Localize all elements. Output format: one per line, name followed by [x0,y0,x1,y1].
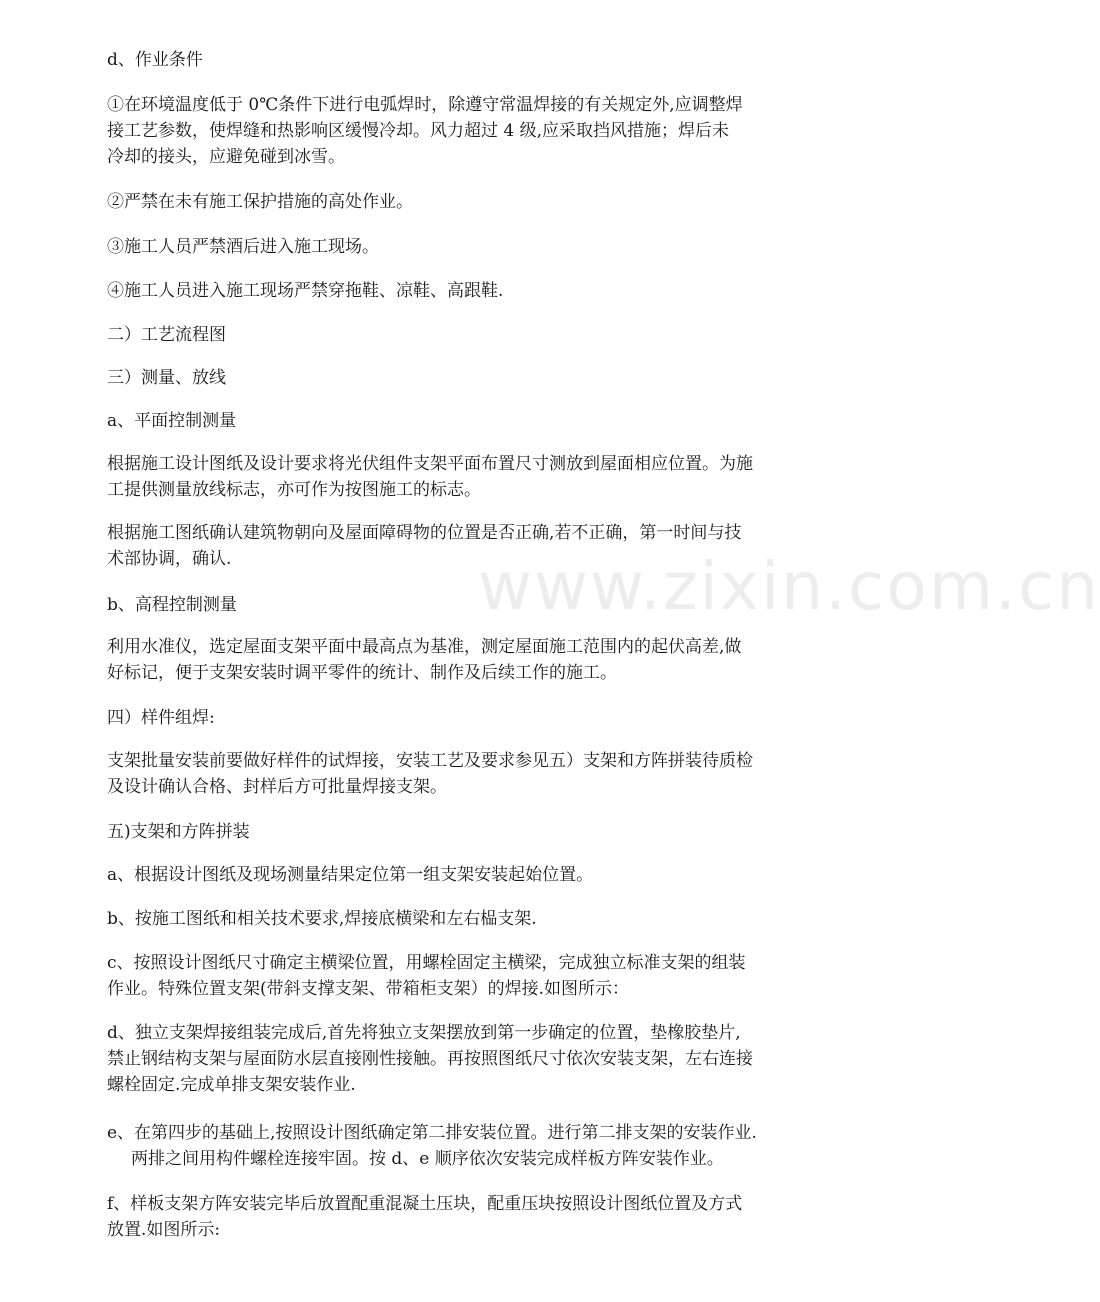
paragraph-footwear-rule [107,278,807,304]
paragraph-alcohol-rule [107,234,807,260]
watermark: www.zixin.com.cn [478,548,1100,625]
text-line: 冷却的接头，应避免碰到冰雪。 [107,147,345,167]
text-line: 术部协调，确认. [107,549,232,569]
step-f [107,1191,807,1243]
step-d [107,1020,807,1098]
heading-sample-welding [107,705,807,731]
heading-survey [107,365,807,391]
heading-assembly [107,819,807,845]
step-e [107,1120,807,1172]
text-line: 好标记，便于支架安装时调平零件的统计、制作及后续工作的施工。 [107,663,617,683]
text-line: b、按施工图纸和相关技术要求,焊接底横梁和左右榀支架. [107,909,537,929]
paragraph-leveling [107,634,807,686]
text-line: ①在环境温度低于 0℃条件下进行电弧焊时，除遵守常温焊接的有关规定外,应调整焊 [107,95,743,115]
text-line: 接工艺参数，使焊缝和热影响区缓慢冷却。风力超过 4 级,应采取挡风措施；焊后未 [107,121,730,141]
text-line: d、独立支架焊接组装完成后,首先将独立支架摆放到第一步确定的位置，垫橡胶垫片, [107,1023,741,1043]
paragraph-welding-temperature [107,92,807,170]
text-line: d、作业条件 [107,50,203,70]
text-line: c、按照设计图纸尺寸确定主横梁位置，用螺栓固定主横梁，完成独立标准支架的组装 [107,953,746,973]
step-a [107,862,807,888]
text-line: ③施工人员严禁酒后进入施工现场。 [107,237,379,257]
heading-work-conditions [107,47,807,73]
text-line: ②严禁在未有施工保护措施的高处作业。 [107,192,413,212]
text-line: 二）工艺流程图 [107,325,226,345]
heading-elevation-control [107,592,807,618]
heading-plane-control [107,408,807,434]
text-line: 支架批量安装前要做好样件的试焊接，安装工艺及要求参见五）支架和方阵拼装待质检 [107,751,753,771]
text-line: e、在第四步的基础上,按照设计图纸确定第二排安装位置。进行第二排支架的安装作业. [107,1123,757,1143]
text-line: 三）测量、放线 [107,368,226,388]
step-c [107,950,807,1002]
text-line: 利用水准仪，选定屋面支架平面中最高点为基准，测定屋面施工范围内的起伏高差,做 [107,637,742,657]
text-line: 作业。特殊位置支架(带斜支撑支架、带箱柜支架）的焊接.如图所示： [107,979,630,999]
text-line: 根据施工图纸确认建筑物朝向及屋面障碍物的位置是否正确,若不正确，第一时间与技 [107,523,742,543]
text-line: 放置.如图所示: [107,1220,221,1240]
step-b [107,906,807,932]
paragraph-plane-layout [107,451,807,503]
text-line: b、高程控制测量 [107,595,237,615]
text-line: 工提供测量放线标志，亦可作为按图施工的标志。 [107,480,481,500]
text-line: 根据施工设计图纸及设计要求将光伏组件支架平面布置尺寸测放到屋面相应位置。为施 [107,454,753,474]
text-line: a、平面控制测量 [107,411,237,431]
text-line: 五)支架和方阵拼装 [107,822,250,842]
text-line: 四）样件组焊: [107,708,215,728]
text-line: ④施工人员进入施工现场严禁穿拖鞋、凉鞋、高跟鞋. [107,281,504,301]
paragraph-orientation-check [107,520,807,572]
paragraph-high-work-rule [107,189,807,215]
text-line: 螺栓固定.完成单排支架安装作业. [107,1075,356,1095]
text-line: 及设计确认合格、封样后方可批量焊接支架。 [107,777,447,797]
text-line: f、样板支架方阵安装完毕后放置配重混凝土压块，配重压块按照设计图纸位置及方式 [107,1194,743,1214]
text-line: 两排之间用构件螺栓连接牢固。按 d、e 顺序依次安装完成样板方阵安装作业。 [131,1149,724,1169]
text-line: 禁止钢结构支架与屋面防水层直接刚性接触。再按照图纸尺寸依次安装支架，左右连接 [107,1049,753,1069]
text-line: a、根据设计图纸及现场测量结果定位第一组支架安装起始位置。 [107,865,594,885]
heading-process-flow [107,322,807,348]
paragraph-sample-welding [107,748,807,800]
